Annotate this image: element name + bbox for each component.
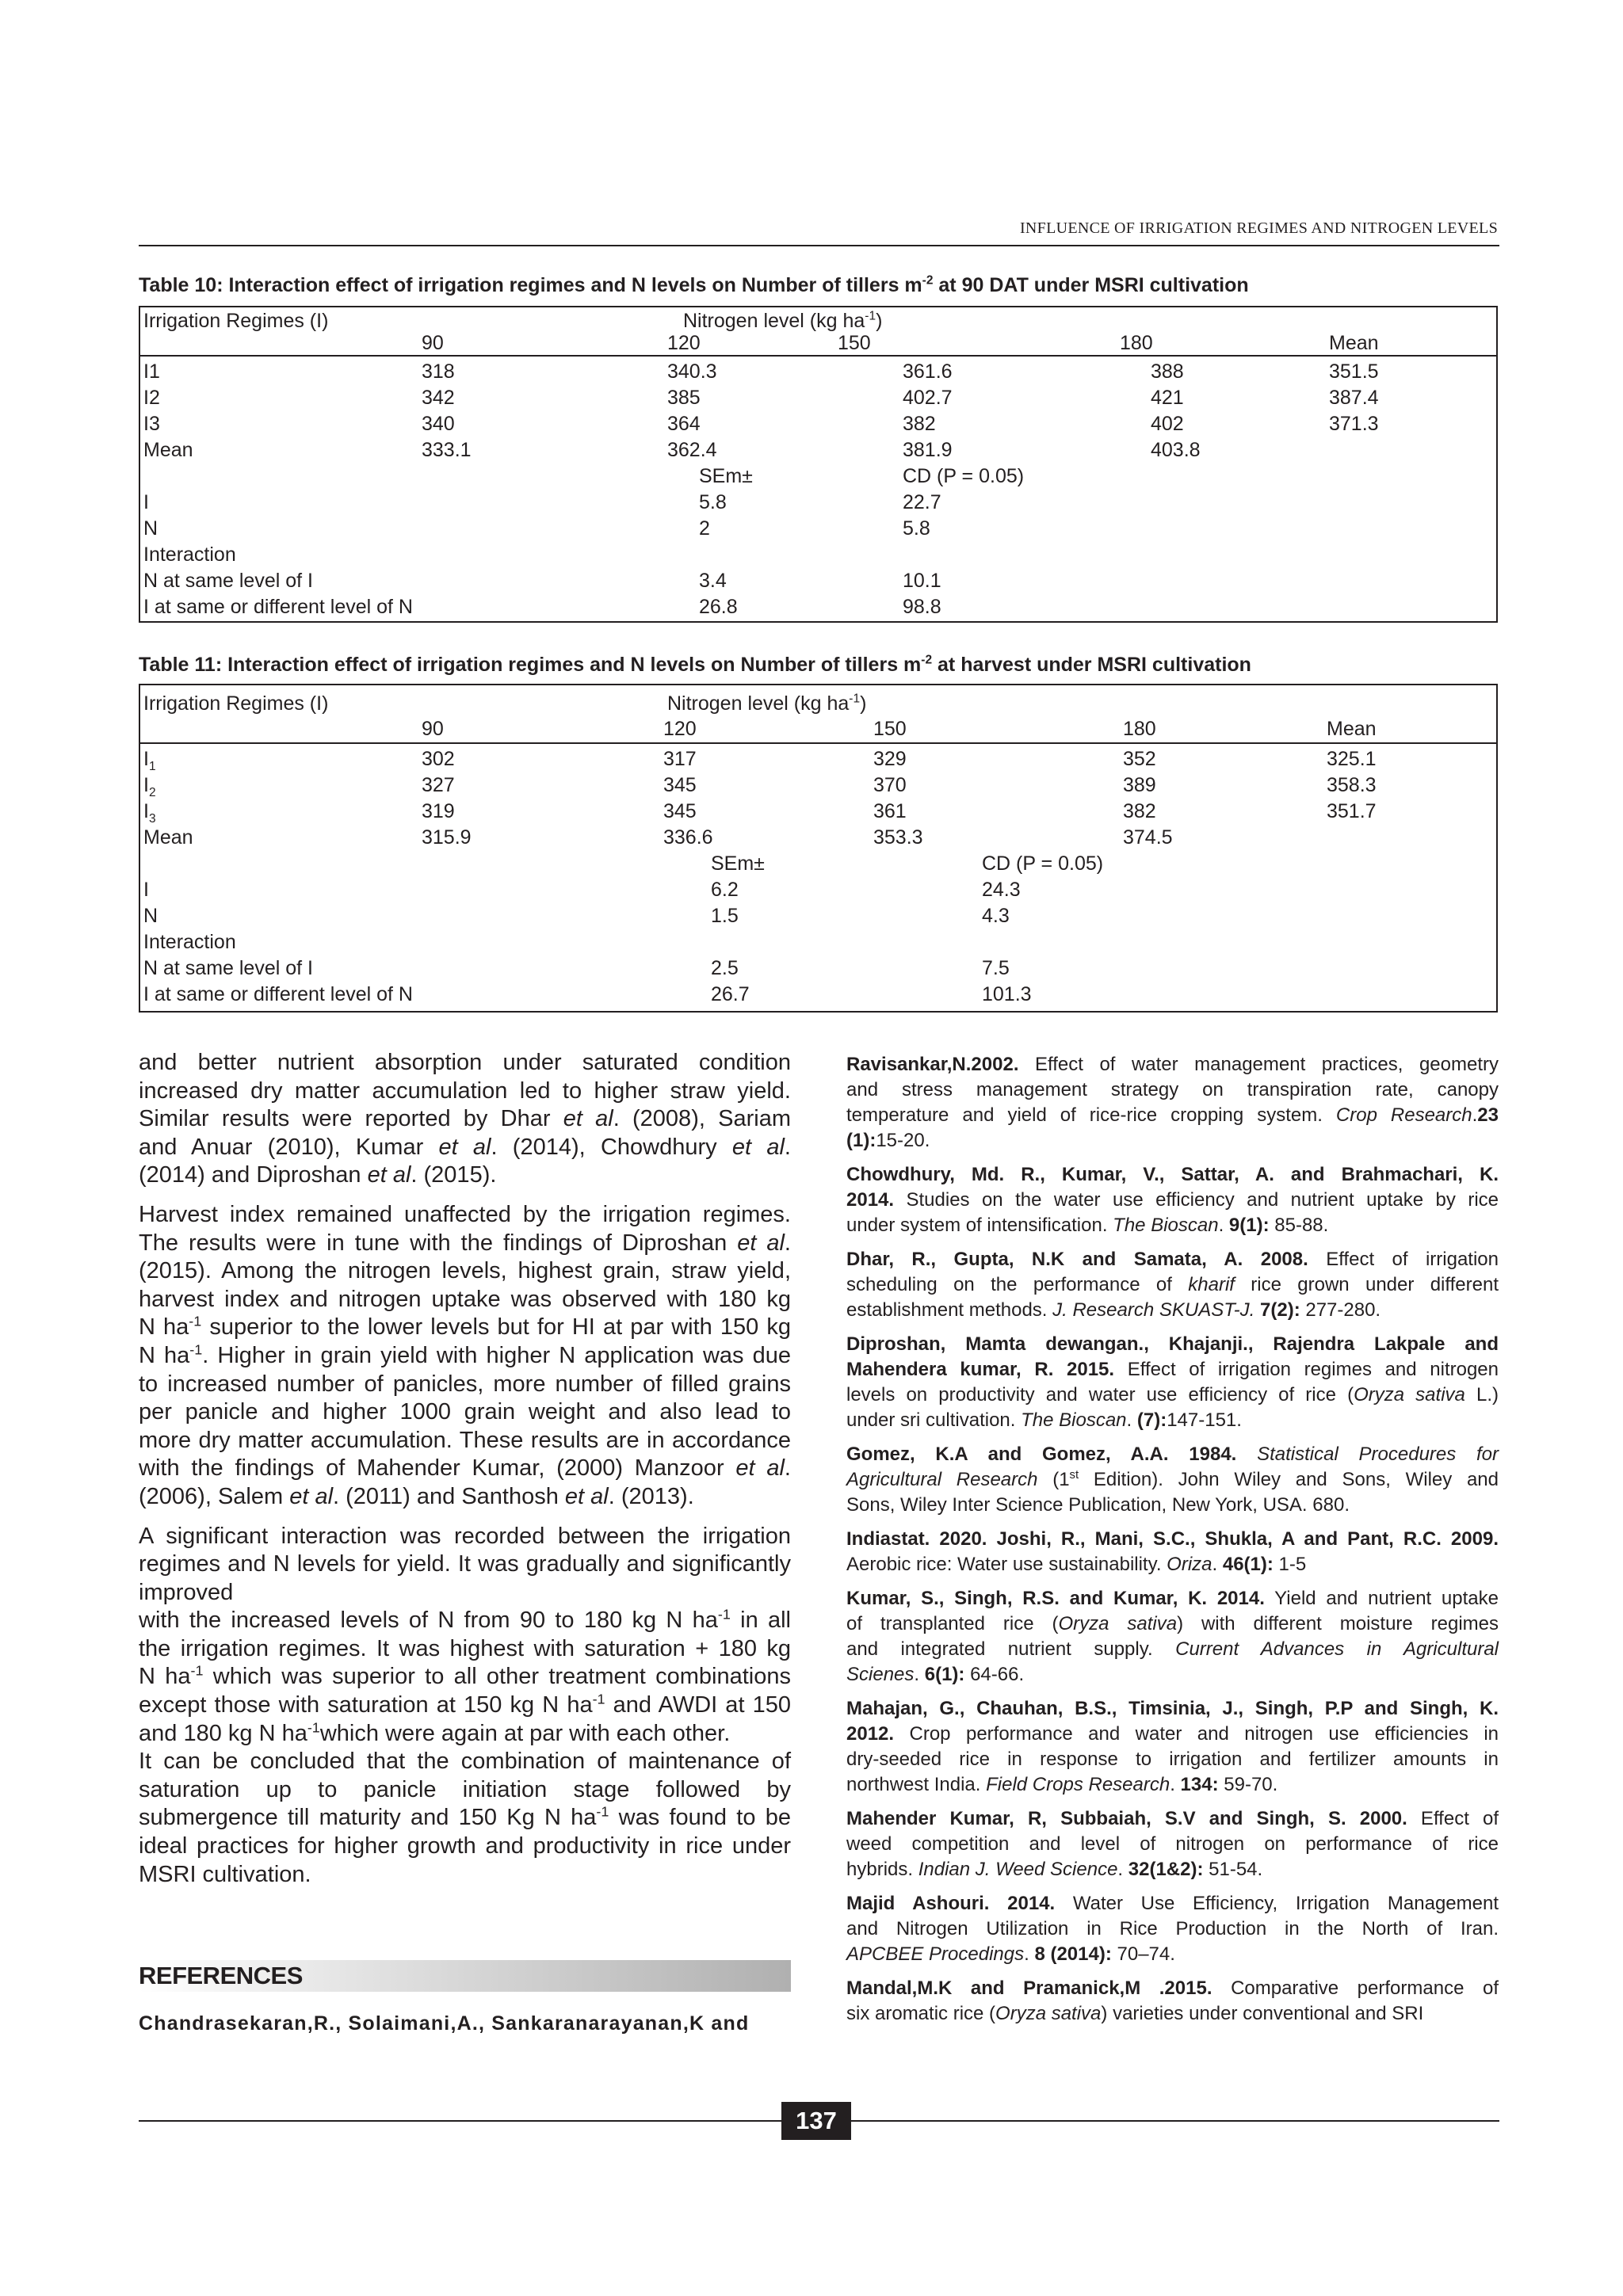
text-line: improved — [139, 1579, 234, 1605]
reference-line: weed competition and level of nitrogen on performance of rice — [846, 1833, 1499, 1855]
table10-caption — [139, 274, 1249, 297]
text-line: more dry matter accumulation. These results are in accordance — [139, 1427, 791, 1453]
reference-entry — [846, 1247, 1499, 1323]
reference-line: Scienes. 6(1): 64-66. — [846, 1664, 1025, 1685]
table11-stat-sem: 1.5 — [711, 905, 739, 927]
text-line: MSRI cultivation. — [139, 1861, 311, 1887]
reference-line: Sons, Wiley Inter Science Publication, New York, USA. 680. — [846, 1494, 1350, 1516]
table10-stat-sem: 2 — [699, 517, 710, 540]
table10-cell: 385 — [667, 387, 701, 409]
reference-line: under sri cultivation. The Bioscan. (7):147-151. — [846, 1409, 1242, 1431]
running-header: INFLUENCE OF IRRIGATION REGIMES AND NITROGEN LEVELS — [1019, 219, 1498, 237]
table11-row-label: Mean — [143, 826, 193, 849]
reference-line: under system of intensification. The Bioscan. 9(1): 85-88. — [846, 1215, 1329, 1236]
reference-line: of transplanted rice (Oryza sativa) with different moisture regimes — [846, 1613, 1499, 1634]
reference-line: northwest India. Field Crops Research. 134: 59-70. — [846, 1774, 1278, 1795]
table10-col-header: 180 — [1120, 332, 1153, 354]
table11-col-header: 90 — [422, 718, 444, 740]
table10-sem-header: SEm± — [699, 465, 753, 487]
table10-caption-tail: at 90 DAT under MSRI cultivation — [933, 274, 1249, 296]
table10-cell: 371.3 — [1329, 413, 1379, 435]
table10-stat-label: Interaction — [143, 543, 236, 566]
text-line: and 180 kg N $ha^{-1}which$ were again at par with each other. — [139, 1719, 731, 1746]
table10-stat-cd: 5.8 — [903, 517, 930, 540]
reference-line: Kumar, S., Singh, R.S. and Kumar, K. 2014. Yield and nutrient uptake — [846, 1588, 1499, 1609]
table11-cell: 374.5 — [1123, 826, 1173, 849]
table10-cell: 351.5 — [1329, 360, 1379, 383]
table10-stat-label: I at same or different level of N — [143, 596, 413, 618]
table11-stat-label: I at same or different level of N — [143, 983, 413, 1005]
table11-cell: 329 — [873, 748, 907, 770]
table10-col-header: 120 — [667, 332, 701, 354]
table11-stat-label: N — [143, 905, 158, 927]
table11-col-header: 150 — [873, 718, 907, 740]
table11-cell: 315.9 — [422, 826, 472, 849]
table10-cell: 333.1 — [422, 439, 472, 461]
table11-row-label: $I_3$ — [143, 800, 156, 826]
reference-line: temperature and yield of rice-rice cropping system. Crop Research.23 — [846, 1104, 1499, 1126]
table10-cell: 421 — [1151, 387, 1184, 409]
reference-line: APCBEE Procedings. 8 (2014): 70–74. — [846, 1943, 1175, 1965]
table11-cell: 345 — [663, 800, 697, 822]
text-line: Similar results were reported by Dhar et al. (2008), Sariam — [139, 1106, 791, 1132]
table11-cell: 302 — [422, 748, 455, 770]
reference-line: six aromatic rice (Oryza sativa) varieties under conventional and SRI — [846, 2003, 1424, 2024]
table11-row-label: $I_1$ — [143, 748, 156, 773]
table10-cell: 382 — [903, 413, 936, 435]
reference-line: and Nitrogen Utilization in Rice Production in the North of Iran. — [846, 1918, 1499, 1939]
table11-cell: 317 — [663, 748, 697, 770]
table10-cell: 364 — [667, 413, 701, 435]
table10-cell: 340 — [422, 413, 455, 435]
table11-stat-label: N at same level of I — [143, 957, 313, 979]
paragraph-conclusion — [139, 1748, 791, 1889]
reference-line: and stress management strategy on transpiration rate, canopy — [846, 1079, 1499, 1100]
reference-line: Dhar, R., Gupta, N.K and Samata, A. 2008. Effect of irrigation — [846, 1249, 1499, 1270]
table11-stat-label: Interaction — [143, 931, 236, 953]
reference-line: Majid Ashouri. 2014. Water Use Efficiency, Irrigation Management — [846, 1893, 1499, 1914]
reference-line: dry-seeded rice in response to irrigation and fertilizer amounts in — [846, 1749, 1499, 1770]
reference-entry — [846, 1162, 1499, 1238]
table11-stat-cd: 24.3 — [982, 879, 1021, 901]
reference-entry — [846, 1976, 1499, 2027]
table11-cell: 325.1 — [1327, 748, 1377, 770]
text-line: and better nutrient absorption under saturated condition — [139, 1050, 791, 1075]
reference-line: Mahendera kumar, R. 2015. Effect of irrigation regimes and nitrogen — [846, 1359, 1499, 1380]
reference-line: establishment methods. J. Research SKUAST-J. 7(2): 277-280. — [846, 1299, 1381, 1321]
table11-cell: 358.3 — [1327, 774, 1377, 796]
reference-entry — [846, 1806, 1499, 1882]
reference-line: and integrated nutrient supply. Current Advances in Agricultural — [846, 1638, 1499, 1660]
paragraph-dry-matter — [139, 1049, 791, 1190]
text-line: Harvest index remained unaffected by the irrigation regimes. — [139, 1201, 791, 1227]
table10-col-header: 90 — [422, 332, 444, 354]
reference-line: Chowdhury, Md. R., Kumar, V., Sattar, A. and Brahmachari, K. — [846, 1164, 1499, 1185]
table11-col-header: 180 — [1123, 718, 1156, 740]
text-line: N $ha^{-1}$ which was superior to all other treatment combinations — [139, 1662, 791, 1690]
reference-entry — [846, 1442, 1499, 1518]
table10 — [139, 306, 1498, 623]
table10-stat-sem: 5.8 — [699, 491, 727, 513]
table11-stat-label: I — [143, 879, 149, 901]
body-left-column — [139, 1049, 791, 1900]
table10-cell: 403.8 — [1151, 439, 1201, 461]
reference-line: scheduling on the performance of kharif rice grown under different — [846, 1274, 1499, 1295]
table11-cell: 345 — [663, 774, 697, 796]
references-heading: REFERENCES — [139, 1962, 303, 1989]
table10-stat-cd: 98.8 — [903, 596, 941, 618]
table10-cell: 402 — [1151, 413, 1184, 435]
table10-stat-cd: 22.7 — [903, 491, 941, 513]
table11-col-header: 120 — [663, 718, 697, 740]
table10-cd-header: CD (P = 0.05) — [903, 465, 1025, 487]
table11-stat-sem: 6.2 — [711, 879, 739, 901]
table10-caption-sup: -2 — [922, 273, 934, 288]
table11-cell: 361 — [873, 800, 907, 822]
reference-line: Ravisankar,N.2002. Effect of water management practices, geometry — [846, 1054, 1499, 1075]
text-line: with the increased levels of N from 90 to 180 kg N $ha^{-1}$ in all — [139, 1606, 791, 1634]
paragraph-interaction — [139, 1523, 791, 1608]
table11-cell: 319 — [422, 800, 455, 822]
table10-cell: 340.3 — [667, 360, 717, 383]
table10-cell: 402.7 — [903, 387, 953, 409]
text-line: N $ha^{-1}$. Higher in grain yield with higher N application was due — [139, 1341, 791, 1368]
paragraph-harvest-index — [139, 1201, 791, 1512]
table10-caption-text: Table 10: Interaction effect of irrigation regimes and N levels on Number of tillers m — [139, 274, 922, 296]
table10-stat-sem: 26.8 — [699, 596, 738, 618]
table10-col-header: Mean — [1329, 332, 1379, 354]
reference-line: 2014. Studies on the water use efficiency and nutrient uptake by rice — [846, 1189, 1499, 1211]
table10-header-rule — [140, 355, 1496, 357]
table11-stat-cd: 4.3 — [982, 905, 1010, 927]
text-line: submergence till maturity and 150 Kg N $ha^{-1}$ was found to be — [139, 1803, 791, 1831]
table11-cell: 382 — [1123, 800, 1156, 822]
table11-caption-text: Table 11: Interaction effect of irrigation regimes and N levels on Number of tillers m — [139, 654, 922, 676]
table10-cell: 361.6 — [903, 360, 953, 383]
table11-cell: 353.3 — [873, 826, 923, 849]
text-line: per panicle and higher 1000 grain weight and also lead to — [139, 1399, 791, 1425]
table11-stat-cd: 101.3 — [982, 983, 1032, 1005]
text-line: except those with saturation at 150 kg N $ha^{-1}$ and AWDI at 150 — [139, 1691, 791, 1718]
text-line: It can be concluded that the combination of maintenance of — [139, 1749, 791, 1775]
header-rule — [139, 245, 1499, 246]
table11-caption — [139, 654, 1251, 677]
reference-line: Mahender Kumar, R, Subbaiah, S.V and Singh, S. 2000. Effect of — [846, 1808, 1499, 1829]
text-line: (2006), Salem et al. (2011) and Santhosh et al. (2013). — [139, 1483, 694, 1509]
text-line: ideal practices for higher growth and productivity in rice under — [139, 1833, 791, 1859]
table11-col-header: Mean — [1327, 718, 1377, 740]
page-number: 137 — [781, 2102, 851, 2140]
table11-header-rule — [140, 742, 1496, 744]
reference-line: hybrids. Indian J. Weed Science. 32(1&2): 51-54. — [846, 1859, 1263, 1880]
text-line: N $ha^{-1}$ superior to the lower levels but for HI at par with 150 kg — [139, 1313, 791, 1341]
table10-regimes-label: Irrigation Regimes (I) — [143, 310, 329, 332]
table11-regimes-label: Irrigation Regimes (I) — [143, 692, 329, 715]
table11-nitrogen-label: Nitrogen level (kg $ha^{-1}$) — [667, 692, 867, 715]
table10-row-label: I3 — [143, 413, 160, 435]
text-line: saturation up to panicle initiation stage followed by — [139, 1776, 791, 1802]
table10-cell: 318 — [422, 360, 455, 383]
table11 — [139, 684, 1498, 1013]
text-line: increased dry matter accumulation led to higher straw yield. — [139, 1077, 791, 1104]
table10-stat-label: N at same level of I — [143, 570, 313, 592]
table10-stat-label: I — [143, 491, 149, 513]
reference-line: Mandal,M.K and Pramanick,M .2015. Comparative performance of — [846, 1978, 1499, 1999]
table10-cell: 388 — [1151, 360, 1184, 383]
table10-col-header: 150 — [838, 332, 871, 354]
table10-cell: 381.9 — [903, 439, 953, 461]
reference-line: (1):15-20. — [846, 1130, 930, 1151]
table10-cell: 362.4 — [667, 439, 717, 461]
table11-cell: 389 — [1123, 774, 1156, 796]
table10-stat-cd: 10.1 — [903, 570, 941, 592]
table11-cell: 327 — [422, 774, 455, 796]
reference-entry — [846, 1696, 1499, 1798]
reference-line: Indiastat. 2020. Joshi, R., Mani, S.C., Shukla, A and Pant, R.C. 2009. — [846, 1528, 1499, 1550]
reference-line: Gomez, K.A and Gomez, A.A. 1984. Statistical Procedures for — [846, 1444, 1499, 1465]
reference-entry — [846, 1891, 1499, 1967]
table10-nitrogen-label: Nitrogen level (kg $ha^{-1}$) — [683, 309, 883, 332]
table11-sem-header: SEm± — [711, 852, 765, 875]
reference-entry — [846, 1052, 1499, 1154]
text-line: The results were in tune with the findings of Diproshan et al. — [139, 1230, 791, 1256]
table11-stat-sem: 2.5 — [711, 957, 739, 979]
table11-caption-sup: -2 — [921, 653, 933, 667]
reference-line: Mahajan, G., Chauhan, B.S., Timsinia, J., Singh, P.P and Singh, K. — [846, 1698, 1499, 1719]
text-line: to increased number of panicles, more number of filled grains — [139, 1371, 791, 1397]
table10-cell: 387.4 — [1329, 387, 1379, 409]
table11-cell: 351.7 — [1327, 800, 1377, 822]
table11-stat-cd: 7.5 — [982, 957, 1010, 979]
table11-caption-tail: at harvest under MSRI cultivation — [932, 654, 1251, 676]
reference-entry — [846, 1527, 1499, 1577]
table10-stat-label: N — [143, 517, 158, 540]
table10-row-label: I1 — [143, 360, 160, 383]
table10-row-label: I2 — [143, 387, 160, 409]
reference-chandrasekaran: Chandrasekaran,R., Solaimani,A., Sankaranarayanan,K and — [139, 2012, 750, 2035]
text-line: the irrigation regimes. It was highest with saturation + 180 kg — [139, 1635, 791, 1661]
table11-cell: 370 — [873, 774, 907, 796]
reference-line: Diproshan, Mamta dewangan., Khajanji., Rajendra Lakpale and — [846, 1333, 1499, 1355]
table11-cell: 336.6 — [663, 826, 713, 849]
text-line: (2014) and Diproshan et al. (2015). — [139, 1162, 497, 1188]
text-line: (2015). Among the nitrogen levels, highest grain, straw yield, — [139, 1258, 791, 1284]
text-line: A significant interaction was recorded between the irrigation — [139, 1523, 791, 1549]
text-line: and Anuar (2010), Kumar et al. (2014), Chowdhury et al. — [139, 1134, 791, 1160]
table11-row-label: $I_2$ — [143, 774, 156, 799]
reference-line: 2012. Crop performance and water and nitrogen use efficiencies in — [846, 1723, 1499, 1745]
text-line: regimes and N levels for yield. It was gradually and significantly — [139, 1551, 791, 1577]
reference-entry — [846, 1586, 1499, 1688]
references-list — [846, 1052, 1499, 2035]
table11-stat-sem: 26.7 — [711, 983, 750, 1005]
paragraph-interaction-continued — [139, 1607, 791, 1748]
text-line: with the findings of Mahender Kumar, (2000) Manzoor et al. — [139, 1455, 791, 1482]
text-line: harvest index and nitrogen uptake was observed with 180 kg — [139, 1286, 791, 1312]
reference-line: Agricultural Research (1st Edition). John Wiley and Sons, Wiley and — [846, 1469, 1499, 1490]
reference-line: Aerobic rice: Water use sustainability. Oriza. 46(1): 1-5 — [846, 1554, 1307, 1575]
table10-row-label: Mean — [143, 439, 193, 461]
table10-cell: 342 — [422, 387, 455, 409]
table10-stat-sem: 3.4 — [699, 570, 727, 592]
reference-entry — [846, 1332, 1499, 1433]
reference-line: levels on productivity and water use efficiency of rice (Oryza sativa L.) — [846, 1384, 1499, 1405]
table11-cell: 352 — [1123, 748, 1156, 770]
table11-cd-header: CD (P = 0.05) — [982, 852, 1104, 875]
